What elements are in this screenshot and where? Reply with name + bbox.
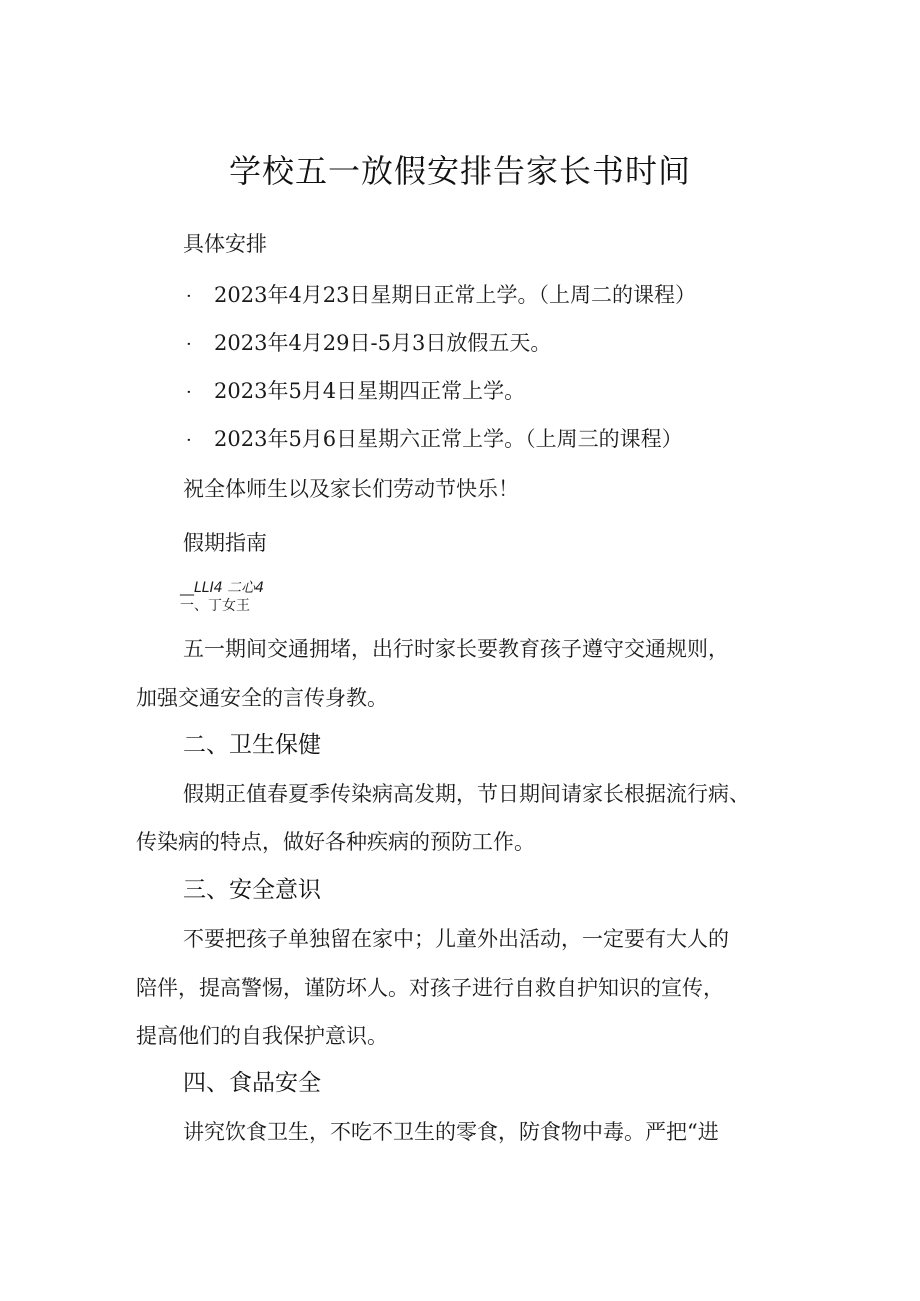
bullet-item-2 xyxy=(186,328,551,360)
section-heading-health: 二、卫生保健 xyxy=(183,732,321,758)
bullet-item-4 xyxy=(186,424,683,456)
bullet-dot-icon: · xyxy=(186,286,192,307)
bullet-text-3: 2023年5月4日星期四正常上学。 xyxy=(214,379,526,403)
food-paragraph-line-1: 讲究饮食卫生，不吃不卫生的零食，防食物中毒。严把“进 xyxy=(183,1120,719,1144)
bullet-dot-icon: · xyxy=(186,334,192,355)
bullet-item-1 xyxy=(186,280,696,312)
section-heading-food: 四、食品安全 xyxy=(183,1070,321,1096)
traffic-paragraph-line-2: 加强交通安全的言传身教。 xyxy=(136,686,388,710)
greeting-line: 祝全体师生以及家长们劳动节快乐！ xyxy=(183,477,519,501)
safety-paragraph-line-1: 不要把孩子单独留在家中；儿童外出活动，一定要有大人的 xyxy=(183,927,729,951)
bullet-dot-icon: · xyxy=(186,430,192,451)
bullet-text-4: 2023年5月6日星期六正常上学。（上周三的课程） xyxy=(214,427,683,451)
safety-paragraph-line-3: 提高他们的自我保护意识。 xyxy=(136,1024,388,1048)
guide-label: 假期指南 xyxy=(183,531,267,555)
garbled-heading-bottom: 一、丁女王 xyxy=(180,598,250,614)
section-heading-safety: 三、安全意识 xyxy=(183,877,321,903)
bullet-text-1: 2023年4月23日星期日正常上学。（上周二的课程） xyxy=(214,283,697,307)
health-paragraph-line-2: 传染病的特点，做好各种疾病的预防工作。 xyxy=(136,830,535,854)
bullet-item-3 xyxy=(186,376,525,408)
document-title: 学校五一放假安排告家长书时间 xyxy=(228,152,691,190)
arrangement-label: 具体安排 xyxy=(183,232,267,256)
safety-paragraph-line-2: 陪伴，提高警惕，谨防坏人。对孩子进行自救自护知识的宣传， xyxy=(136,976,724,1000)
bullet-text-2: 2023年4月29日-5月3日放假五天。 xyxy=(214,331,552,355)
bullet-dot-icon: · xyxy=(186,382,192,403)
garbled-heading-top: __LLI4 二心4 xyxy=(180,580,264,596)
health-paragraph-line-1: 假期正值春夏季传染病高发期，节日期间请家长根据流行病、 xyxy=(183,782,750,806)
traffic-paragraph-line-1: 五一期间交通拥堵，出行时家长要教育孩子遵守交通规则， xyxy=(183,637,729,661)
